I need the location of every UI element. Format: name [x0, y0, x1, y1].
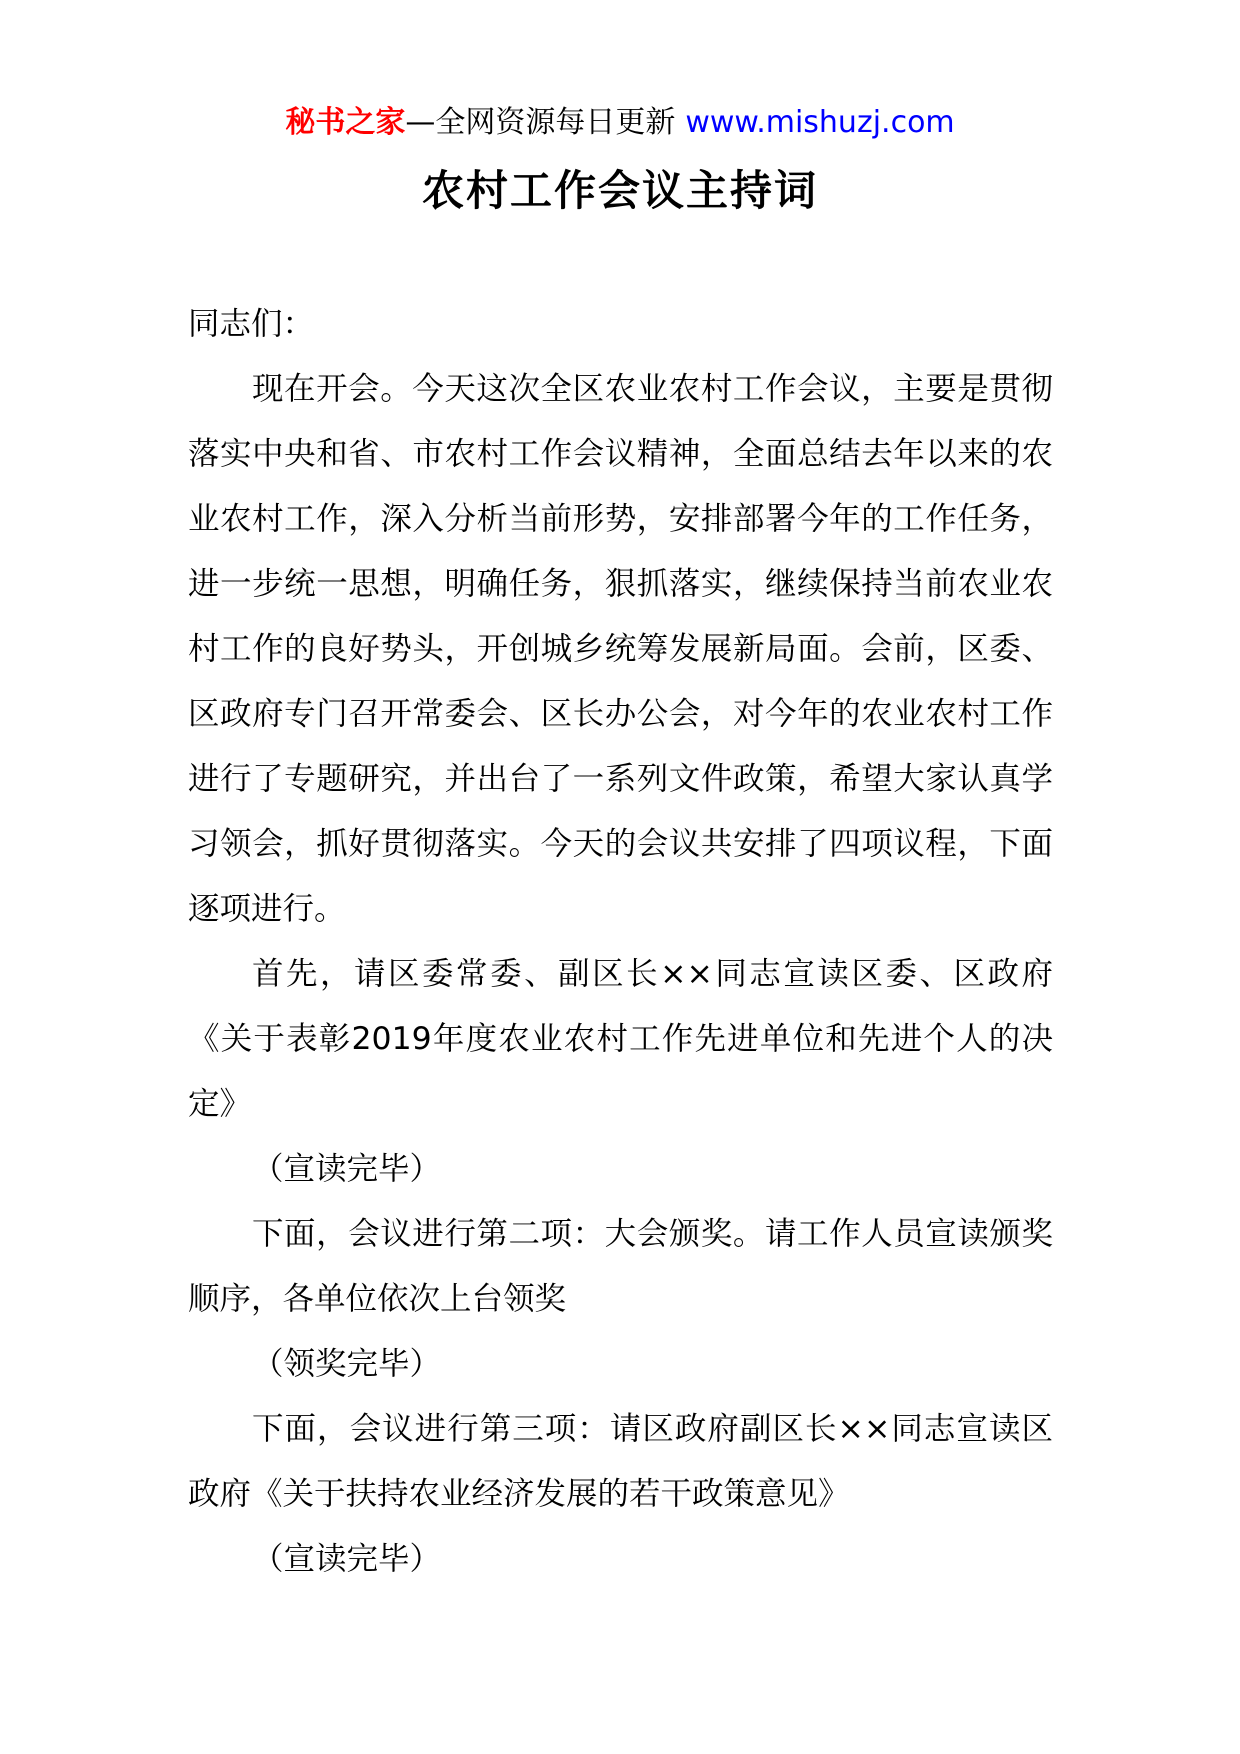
site-header: [0, 103, 1240, 143]
paragraph-agenda-one: 首先，请区委常委、副区长××同志宣读区委、区政府《关于表彰2019年度农业农村工作先进单位和先进个人的决定》: [188, 956, 1053, 1122]
stage-note: （宣读完毕）: [252, 1151, 442, 1187]
stage-note: （宣读完毕）: [252, 1541, 442, 1577]
document-body: [188, 292, 1053, 1592]
paragraph-opening: 现在开会。今天这次全区农业农村工作会议，主要是贯彻落实中央和省、市农村工作会议精神，全面总结去年以来的农业农村工作，深入分析当前形势，安排部署今年的工作任务，进一步统一思想，明确任务，狠抓落实，继续保持当前农业农村工作的良好势头，开创城乡统筹发展新局面。会前，区委、区政府专门召开常委会、区长办公会，对今年的农业农村工作进行了专题研究，并出台了一系列文件政策，希望大家认真学习领会，抓好贯彻落实。今天的会议共安排了四项议程，下面逐项进行。: [188, 371, 1053, 927]
stage-note: （领奖完毕）: [252, 1346, 442, 1382]
paragraph-agenda-two: 下面，会议进行第二项：大会颁奖。请工作人员宣读颁奖顺序，各单位依次上台领奖: [188, 1216, 1053, 1317]
paragraph-agenda-three: 下面，会议进行第三项：请区政府副区长××同志宣读区政府《关于扶持农业经济发展的若干政策意见》: [188, 1411, 1053, 1512]
salutation: 同志们：: [188, 306, 315, 342]
brand-name: 秘书之家: [285, 105, 406, 140]
header-tagline: —全网资源每日更新: [405, 105, 676, 140]
site-url-link[interactable]: www.mishuzj.com: [685, 105, 955, 140]
document-title: 农村工作会议主持词: [421, 166, 818, 215]
